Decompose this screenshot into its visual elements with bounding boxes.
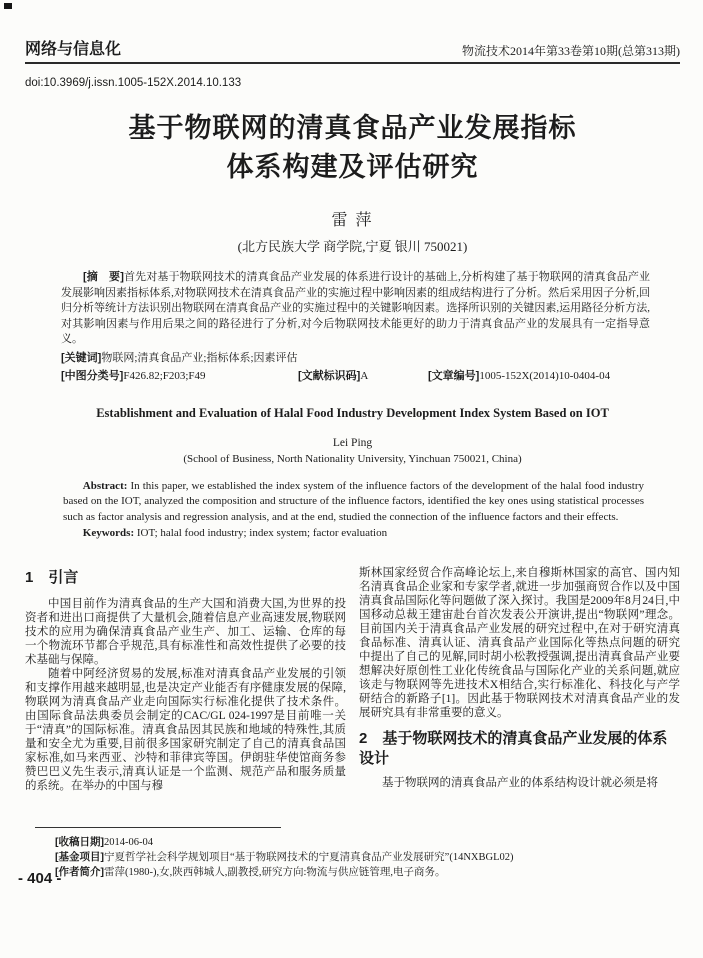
right-column [359, 566, 680, 850]
received-date-note [25, 835, 680, 850]
document-code [298, 368, 428, 384]
page-number: - 404 - [18, 870, 62, 887]
article-id-value: 1005-152X(2014)10-0404-04 [479, 369, 611, 382]
section-2-heading: 2 基于物联网技术的清真食品产业发展的体系设计 [359, 729, 668, 767]
journal-header [25, 36, 680, 64]
body-paragraph: 中国目前作为清真食品的生产大国和消费大国,为世界的投资者和进出口商提供了大量机会,随着信息产业高速发展,物联网技术的应用为确保清真食品产业生产、加工、运输、仓库的每一个物流环节都合乎规范,具有标准性和高效性提供了必要的技术基础与保障。 [25, 597, 346, 666]
clc-label: [中图分类号] [61, 369, 124, 382]
keywords-label-en: Keywords: [82, 527, 135, 539]
doc-code-label: [文献标识码] [298, 369, 361, 382]
affiliation-en: (School of Business, North Nationality University, Yinchuan 750021, China) [183, 452, 522, 465]
body-paragraph: 随着中阿经济贸易的发展,标准对清真食品产业发展的引领和支撑作用越来越明显,也是决定产业能否有序健康发展的保障,物联网为清真食品产业走向国际实行标准化提供了技术条件。由国际食品法典委员会制定的CAC/GL 024-1997是目前唯一关于“清真”的国际标准。清真食品因其民族和地域的特殊性,其质量和安全尤为重要,目前很多国家研究制定了自己的清真食品国家标准,如马来西亚、沙特和菲律宾等国。伊朗驻华使馆商务参赞巴巴义先生表示,清真认证是一个监测、规范产品和服务质量的系统。在举办的中国与穆 [25, 667, 346, 792]
article-id [428, 368, 650, 384]
author-bio-value: 雷萍(1980-),女,陕西韩城人,副教授,研究方向:物流与供应链管理,电子商务。 [104, 867, 446, 878]
abstract-text-cn: 首先对基于物联网技术的清真食品产业发展的体系进行设计的基础上,分析构建了基于物联网的清真食品产业发展影响因素指标体系,对物联网技术在清真食品产业的实施过程中影响因素的组成结构进行了分析。然后采用因子分析,回归分析等统计方法识别出物联网在清真食品产业的实施过程中的关键影响因素。选择所识别的关键因素,运用路径分析方法,对其影响因素与作用后果之间的路径进行了分析,对今后物联网技术能更好的助力于清真食品产业的发展具有一定指导意义。 [61, 271, 650, 345]
author-bio-note [25, 865, 680, 880]
footnote-divider [35, 827, 281, 828]
footnote-block [25, 827, 680, 880]
body-paragraph: 基于物联网的清真食品产业的体系结构设计就必须是将 [382, 776, 658, 789]
article-title-en: Establishment and Evaluation of Halal Food Industry Development Index System Based on IOT [96, 405, 609, 420]
affiliation-cn: (北方民族大学 商学院,宁夏 银川 750021) [237, 239, 468, 254]
left-column [25, 566, 346, 850]
article-title-line2: 体系构建及评估研究 [226, 152, 479, 182]
journal-section-name: 网络与信息化 [25, 41, 122, 58]
received-date-label: [收稿日期] [55, 836, 104, 848]
journal-issue-info: 物流技术2014年第33卷第10期(总第313期) [462, 44, 680, 58]
keywords-label-cn: [关键词] [61, 351, 102, 364]
clc-value: F426.82;F203;F49 [123, 369, 206, 382]
abstract-label-en: Abstract: [82, 479, 128, 492]
article-id-label: [文章编号] [428, 369, 480, 382]
keywords-text-cn: 物联网;清真食品产业;指标体系;因素评估 [101, 351, 298, 364]
fund-project-label: [基金项目] [55, 851, 104, 863]
scan-artifact [4, 3, 12, 9]
classification-line [61, 368, 650, 384]
doc-code-value: A [360, 369, 369, 382]
doi-line: doi:10.3969/j.issn.1005-152X.2014.10.133 [25, 77, 242, 89]
abstract-text-en: In this paper, we established the index system of the influence factors of the development of the halal food industry based on the IOT, analyzed the composition and structure of the influence factors, identified the key ones using statistical processes such as factor analysis and regression analysis, and at the end, studied the connection of the influence factors and their effects. [63, 479, 644, 523]
keywords-text-en: IOT; halal food industry; index system; factor evaluation [134, 527, 388, 539]
article-title-line1: 基于物联网的清真食品产业发展指标 [128, 113, 577, 143]
article-title-cn [25, 109, 680, 187]
abstract-cn [61, 270, 650, 348]
body-paragraph: 斯林国家经贸合作高峰论坛上,来自穆斯林国家的高官、国内知名清真食品企业家和专家学者,就进一步加强商贸合作以及中国清真食品国际化等问题做了深入探讨。我国是2009年8月24日,中国移动总裁王建宙赴台首次发表公开演讲,提出“物联网”理念。目前国内关于清真食品产业发展的研究过程中,在对于研究清真食品标准、清真认证、清真食品产业国际化等热点问题的研究中提出了自己的见解,同时胡小松教授强调,提出清真食品产业要想解决好原创性工业化传统食品与国际化产业的关系问题,就应该走与物联网等先进技术X相结合,实行标准化、科技化与产学研结合的新路子[1]。因此基于物联网技术对清真食品产业的发展研究具有非常重要的意义。 [359, 566, 680, 719]
author-bio-label: [作者简介] [55, 866, 104, 878]
fund-project-note [25, 850, 680, 865]
keywords-en [63, 526, 644, 542]
keywords-cn [61, 350, 650, 366]
clc-number [61, 368, 298, 384]
fund-project-value: 宁夏哲学社会科学规划项目“基于物联网技术的宁夏清真食品产业发展研究”(14NXBGL02) [104, 852, 514, 863]
section-1-heading: 1 引言 [25, 568, 79, 586]
body-columns [25, 566, 680, 850]
author-name-en: Lei Ping [332, 436, 373, 449]
abstract-en [63, 479, 644, 526]
received-date-value: 2014-06-04 [104, 837, 153, 848]
abstract-label-cn: [摘 要] [83, 271, 124, 283]
author-name-cn: 雷 萍 [331, 212, 374, 229]
